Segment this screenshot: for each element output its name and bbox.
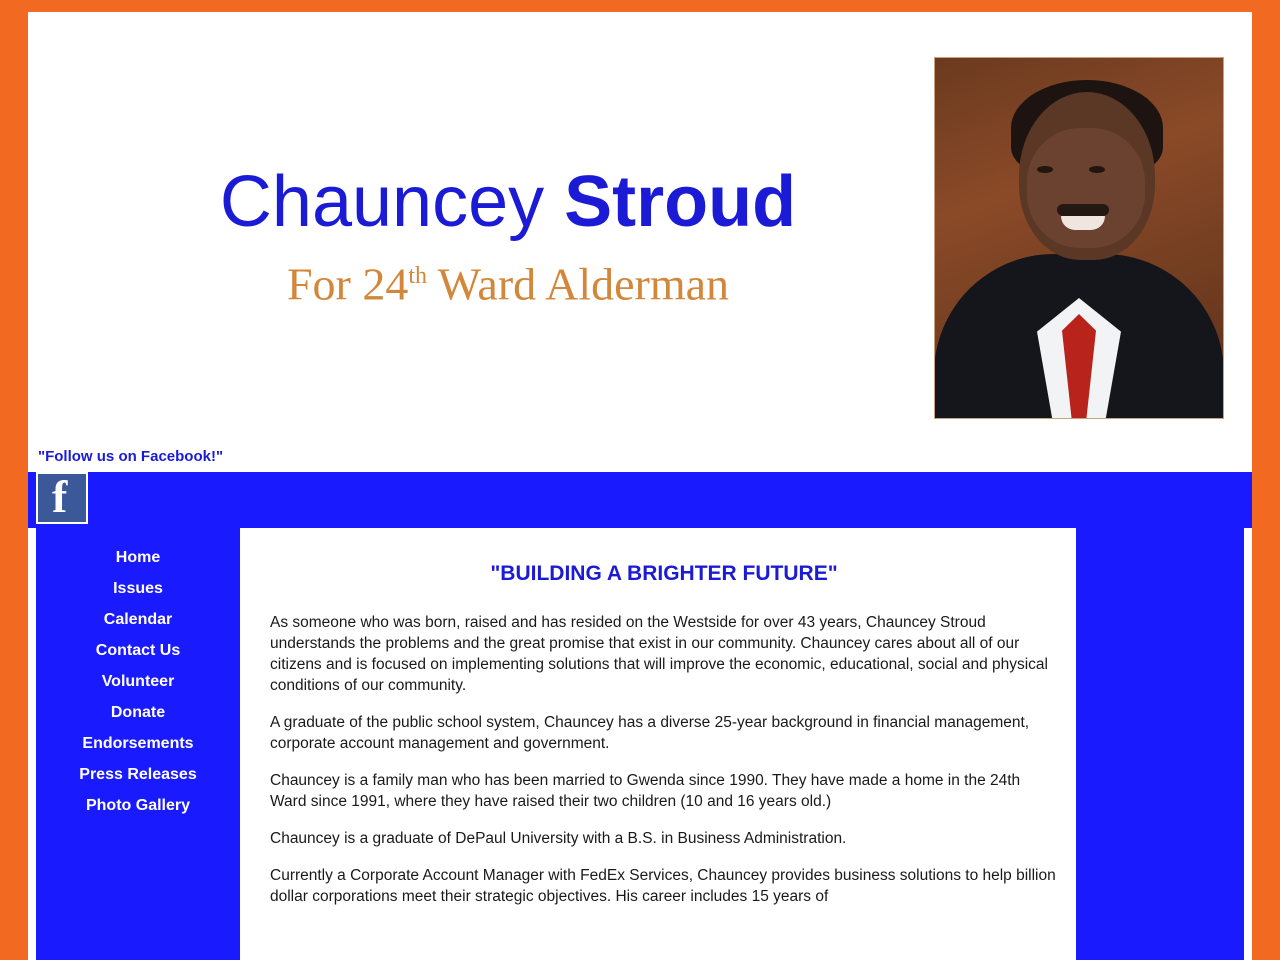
- page-container: [28, 12, 1252, 960]
- bio-paragraph-4: Chauncey is a graduate of DePaul University with a B.S. in Business Administration.: [270, 830, 847, 847]
- page-title: "BUILDING A BRIGHTER FUTURE": [490, 562, 838, 585]
- bio-paragraph-5: Currently a Corporate Account Manager with FedEx Services, Chauncey provides business solutions to help billion dollar corporations meet their strategic objectives. His career includes 15 years of: [270, 867, 1056, 905]
- tagline-pre: For 24: [286, 258, 409, 310]
- bio-paragraph-2: A graduate of the public school system, Chauncey has a diverse 25-year background in financial management, corporate account management and government.: [270, 714, 1030, 752]
- tagline-post: Ward Alderman: [427, 258, 730, 310]
- sidebar-item-contact-us[interactable]: Contact Us: [95, 642, 181, 659]
- right-sidebar: [1076, 528, 1244, 960]
- bio-paragraph-1: As someone who was born, raised and has resided on the Westside for over 43 years, Chauncey Stroud understands the problems and the great promise that exist in our community. Chauncey cares about all of our citizens and is focused on implementing solutions that will improve the economic, educational, social and physical conditions of our community.: [270, 614, 1048, 694]
- candidate-first-name: Chauncey: [219, 162, 565, 242]
- candidate-portrait-image: [934, 57, 1224, 419]
- facebook-glyph: f: [52, 471, 68, 522]
- facebook-icon[interactable]: [36, 472, 88, 524]
- sidebar-item-calendar[interactable]: Calendar: [103, 611, 173, 628]
- sidebar-item-home[interactable]: Home: [115, 549, 161, 566]
- tagline-ordinal: th: [408, 263, 428, 289]
- follow-us-label: "Follow us on Facebook!": [28, 444, 1252, 472]
- campaign-tagline: [88, 248, 928, 312]
- sidebar-item-photo-gallery[interactable]: Photo Gallery: [85, 797, 191, 814]
- candidate-last-name: Stroud: [564, 162, 797, 242]
- site-banner: [28, 12, 1252, 444]
- portrait-eye-left: [1037, 166, 1053, 173]
- sidebar-item-issues[interactable]: Issues: [113, 580, 163, 597]
- sidebar-item-press-releases[interactable]: Press Releases: [79, 766, 197, 783]
- sidebar-item-endorsements[interactable]: Endorsements: [82, 735, 194, 752]
- sidebar-navigation: [36, 528, 240, 960]
- portrait-eye-right: [1089, 166, 1105, 173]
- social-bar: [28, 472, 1252, 528]
- portrait-face: [1027, 128, 1145, 248]
- portrait-mustache: [1057, 204, 1109, 216]
- sidebar-item-donate[interactable]: Donate: [110, 704, 166, 721]
- sidebar-item-volunteer[interactable]: Volunteer: [101, 673, 175, 690]
- candidate-name: [88, 162, 928, 242]
- bio-paragraph-3: Chauncey is a family man who has been married to Gwenda since 1990. They have made a home in the 24th Ward since 1991, where they have raised their two children (10 and 16 years old.): [270, 772, 1021, 810]
- main-content: [240, 528, 1076, 960]
- content-area: [28, 528, 1252, 960]
- site-logo: [88, 162, 928, 312]
